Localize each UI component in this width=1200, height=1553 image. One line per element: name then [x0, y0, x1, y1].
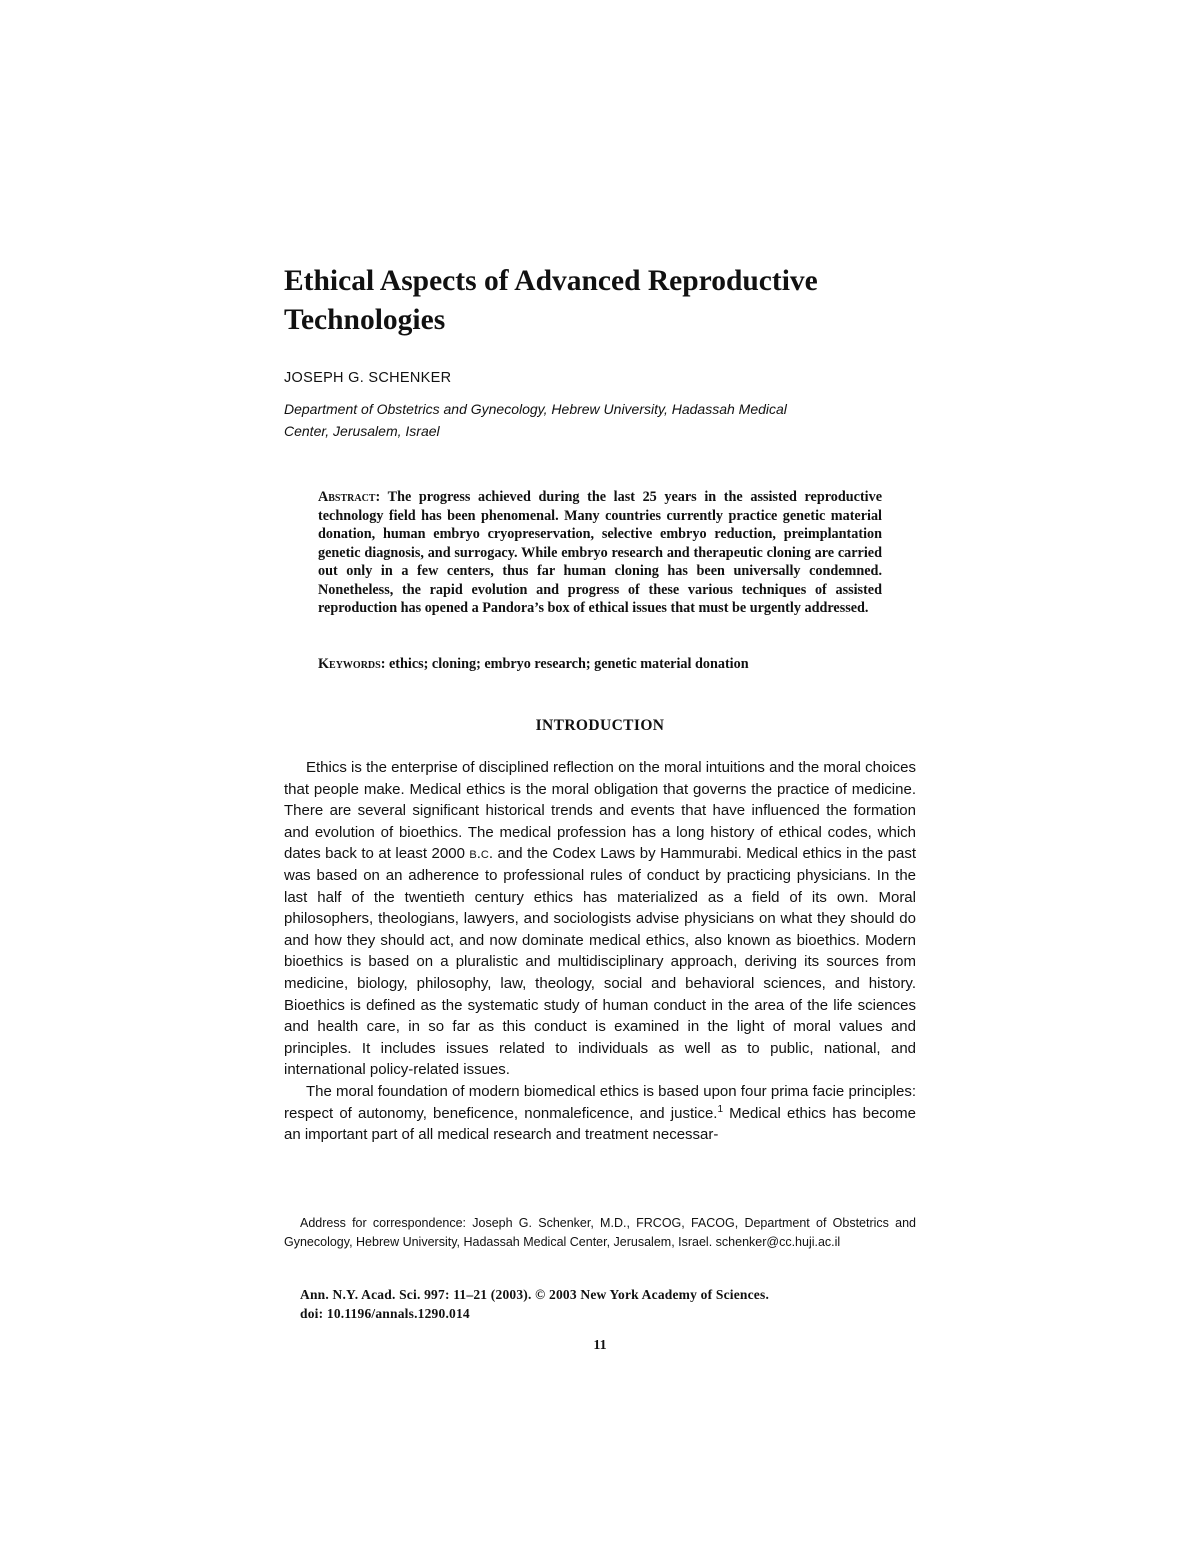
abstract — [318, 488, 882, 618]
article-title-line-1: Ethical Aspects of Advanced Reproductive — [284, 265, 818, 297]
keywords — [318, 655, 882, 674]
affiliation-line-1: Department of Obstetrics and Gynecology, Hebrew University, Hadassah Medical — [284, 401, 787, 417]
article-title-line-2: Technologies — [284, 304, 446, 336]
introduction-heading: INTRODUCTION — [535, 717, 665, 734]
paragraph-2-part-b: Medical ethics has become an important part of all medical research and treatment necessar- — [284, 1104, 916, 1144]
doi-line: doi: 10.1196/annals.1290.014 — [300, 1305, 470, 1321]
article-title — [284, 262, 924, 340]
citation-line-1: Ann. N.Y. Acad. Sci. 997: 11–21 (2003). © 2003 New York Academy of Sciences. — [300, 1287, 770, 1302]
abstract-text: The progress achieved during the last 25 years in the assisted reproductive technology field has been phenomenal. Many countries currently practice genetic material donation, human embryo cryopreservation, selective embryo reduction, preimplantation genetic diagnosis, and surrogacy. While embryo research and therapeutic cloning are carried out only in a few centers, thus far human cloning has been universally condemned. Nonetheless, the rapid evolution and progress of these various techniques of assisted reproduction has opened a Pandora’s box of ethical issues that must be urgently addressed. — [318, 489, 883, 616]
author-affiliation — [284, 398, 904, 442]
keywords-label: Keywords: — [318, 656, 386, 672]
paragraph-1-part-b: and the Codex Laws by Hammurabi. Medical ethics in the past was based on an adherence to professional rules of conduct by practicing physicians. In the last half of the twentieth century ethics has materialized as a field of its own. Moral philosophers, theologians, lawyers, and sociologists advise physicians on what they should do and how they should act, and now dominate medical ethics, also known as bioethics. Modern bioethics is based on a pluralistic and multidisciplinary approach, deriving its sources from medicine, biology, philosophy, law, theology, social and behavioral sciences, and history. Bioethics is defined as the systematic study of human conduct in the area of the life sciences and health care, in so far as this conduct is examined in the light of moral values and principles. It includes issues related to individuals as well as to public, national, and international policy-related issues. — [284, 845, 917, 1079]
page-number: 11 — [593, 1338, 607, 1353]
affiliation-line-2: Center, Jerusalem, Israel — [284, 423, 440, 439]
paragraph-1-part-a: Ethics is the enterprise of disciplined reflection on the moral intuitions and the moral choices that people make. Medical ethics is the moral obligation that governs the practice of medicine. There are several significant historical trends and events that have influenced the formation and evolution of bioethics. The medical profession has a long history of ethical codes, which dates back to at least 2000 — [284, 759, 916, 863]
reference-marker[interactable]: 1 — [717, 1103, 724, 1115]
abstract-label: Abstract: — [318, 489, 381, 505]
paragraph-2-part-a: The moral foundation of modern biomedical ethics is based upon four prima facie principles: respect of autonomy, beneficence, nonmaleficence, and justice. — [284, 1082, 916, 1122]
keywords-text: ethics; cloning; embryo research; genetic material donation — [388, 656, 749, 672]
correspondence-footnote: Address for correspondence: Joseph G. Schenker, M.D., FRCOG, FACOG, Department of Obstetrics and Gynecology, Hebrew University, Hadassah Medical Center, Jerusalem, Israel. schenker@cc.huji.ac.il — [284, 1216, 916, 1249]
introduction-paragraph-1 — [284, 757, 916, 1081]
era-abbreviation: b.c. — [469, 845, 494, 863]
author-name: JOSEPH G. SCHENKER — [284, 370, 452, 386]
journal-citation — [300, 1286, 900, 1323]
introduction-paragraph-2 — [284, 1081, 916, 1146]
introduction-body — [284, 757, 916, 1146]
